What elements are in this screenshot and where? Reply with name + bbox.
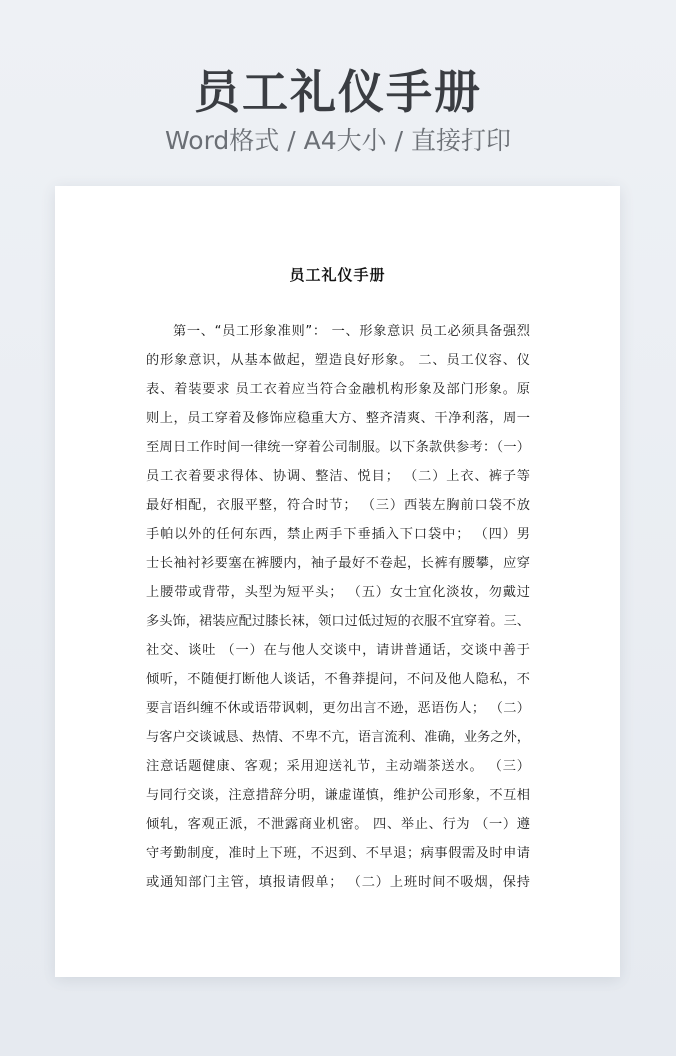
main-title: 员工礼仪手册	[194, 65, 482, 119]
document-line: 或通知部门主管，填报请假单； （二）上班时间不吸烟，保持	[146, 875, 530, 890]
document-line: 至周日工作时间一律统一穿着公司制服。以下条款供参考：（一）	[146, 440, 530, 455]
document-line: 社交、谈吐 （一）在与他人交谈中，请讲普通话，交谈中善于	[146, 643, 530, 658]
document-line: 倾轧，客观正派，不泄露商业机密。 四、举止、行为 （一）遵	[146, 817, 530, 832]
document-line: 多头饰，裙装应配过膝长袜，领口过低过短的衣服不宜穿着。三、	[146, 614, 530, 629]
document-line: 的形象意识，从基本做起，塑造良好形象。 二、员工仪容、仪	[146, 353, 530, 368]
document-line: 表、着装要求 员工衣着应当符合金融机构形象及部门形象。原	[146, 382, 530, 397]
promo-header	[0, 62, 676, 158]
document-line: 上腰带或背带，头型为短平头； （五）女士宜化淡妆，勿戴过	[146, 585, 530, 600]
document-line: 注意话题健康、客观；采用迎送礼节，主动端茶送水。 （三）	[146, 759, 530, 774]
format-subtitle: Word格式 / A4大小 / 直接打印	[165, 126, 511, 155]
document-line: 要言语纠缠不休或语带讽刺，更勿出言不逊，恶语伤人； （二）	[146, 701, 530, 716]
document-line: 则上，员工穿着及修饰应稳重大方、整齐清爽、干净利落，周一	[146, 411, 530, 426]
document-title: 员工礼仪手册	[289, 266, 386, 284]
document-page	[55, 186, 620, 977]
document-body	[146, 317, 530, 897]
document-line: 与同行交谈，注意措辞分明，谦虚谨慎，维护公司形象，不互相	[146, 788, 530, 803]
document-line: 与客户交谈诚恳、热情、不卑不亢，语言流利、准确，业务之外，	[146, 730, 530, 745]
document-line: 手帕以外的任何东西，禁止两手下垂插入下口袋中； （四）男	[146, 527, 530, 542]
document-line: 员工衣着要求得体、协调、整洁、悦目； （二）上衣、裤子等	[146, 469, 530, 484]
document-line: 最好相配，衣服平整，符合时节； （三）西装左胸前口袋不放	[146, 498, 530, 513]
document-line: 第一、“员工形象准则”： 一、形象意识 员工必须具备强烈	[173, 324, 530, 339]
document-line: 士长袖衬衫要塞在裤腰内，袖子最好不卷起，长裤有腰攀，应穿	[146, 556, 530, 571]
document-line: 守考勤制度，准时上下班，不迟到、不早退；病事假需及时申请	[146, 846, 530, 861]
document-line: 倾听，不随便打断他人谈话，不鲁莽提问，不问及他人隐私，不	[146, 672, 530, 687]
